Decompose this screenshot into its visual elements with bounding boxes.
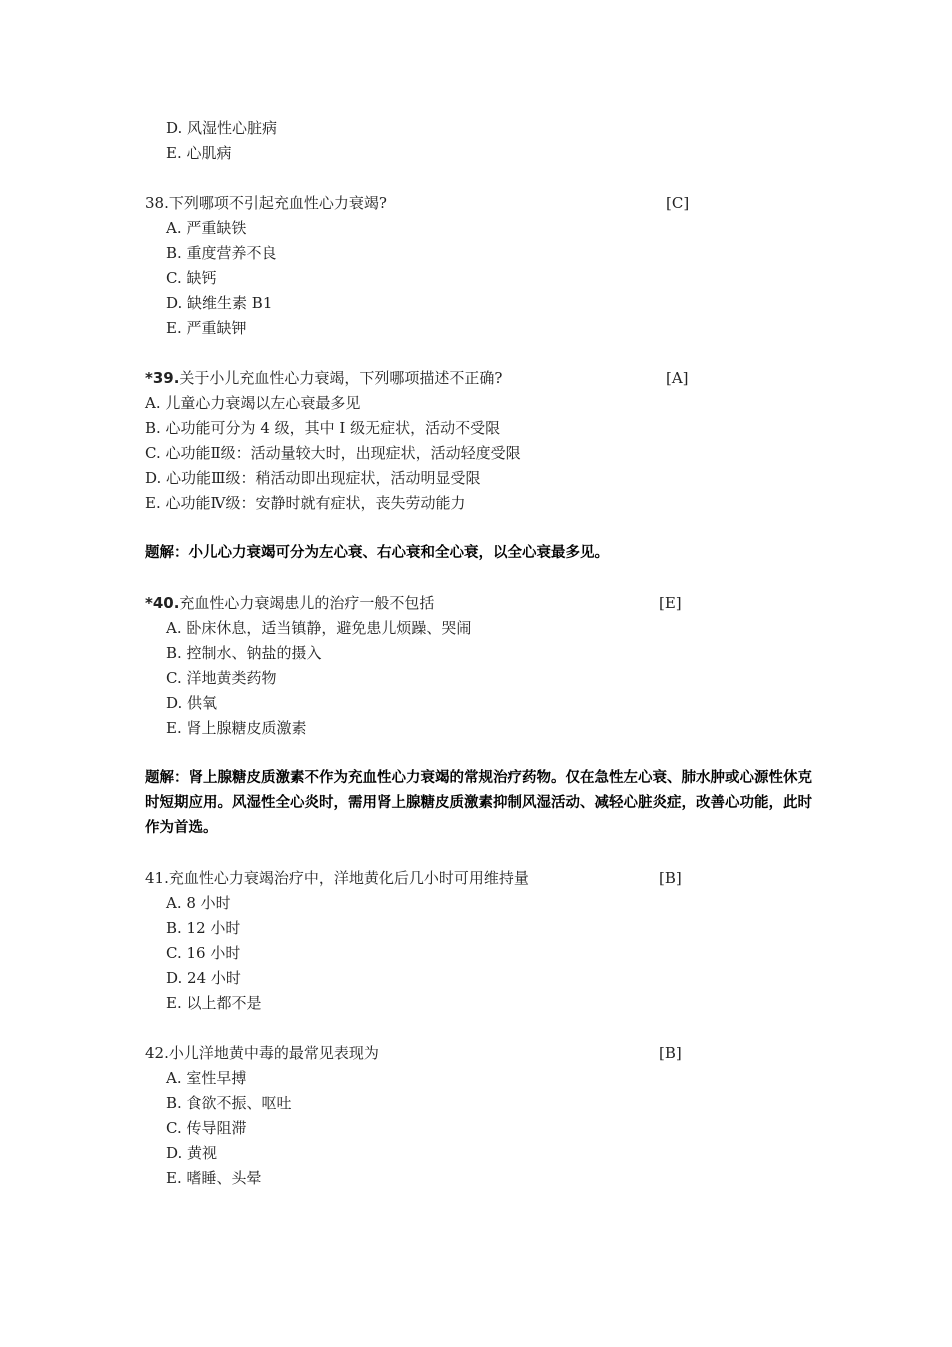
question-42-stem: 42.小儿洋地黄中毒的最常见表现为 (145, 1044, 379, 1062)
question-40-number: *40. (145, 594, 180, 612)
question-39-text: 关于小儿充血性心力衰竭，下列哪项描述不正确? (179, 369, 503, 387)
question-39-number: *39. (145, 369, 180, 387)
question-38-answer: [C] (666, 194, 690, 212)
option-d: D. 风湿性心脏病 (166, 119, 278, 137)
option-e: E. 心肌病 (166, 144, 232, 162)
question-40-stem (145, 593, 835, 613)
option-e: E. 嗜睡、头晕 (166, 1169, 262, 1187)
question-38-stem: 38.下列哪项不引起充血性心力衰竭? (145, 194, 387, 212)
option-d: D. 心功能Ⅲ级：稍活动即出现症状，活动明显受限 (145, 469, 481, 487)
option-a: A. 8 小时 (166, 894, 231, 912)
option-b: B. 控制水、钠盐的摄入 (166, 644, 322, 662)
question-41-stem: 41.充血性心力衰竭治疗中，洋地黄化后几小时可用维持量 (145, 869, 529, 887)
option-a: A. 卧床休息，适当镇静，避免患儿烦躁、哭闹 (166, 619, 472, 637)
option-d: D. 黄视 (166, 1144, 218, 1162)
option-b: B. 12 小时 (166, 919, 241, 937)
question-39-answer: [A] (666, 369, 689, 387)
option-b: B. 心功能可分为 4 级，其中 I 级无症状，活动不受限 (145, 419, 501, 437)
option-d: D. 缺维生素 B1 (166, 294, 273, 312)
option-d: D. 供氧 (166, 694, 218, 712)
option-a: A. 儿童心力衰竭以左心衰最多见 (145, 394, 361, 412)
option-c: C. 洋地黄类药物 (166, 669, 277, 687)
question-40-explanation: 题解：肾上腺糖皮质激素不作为充血性心力衰竭的常规治疗药物。仅在急性左心衰、肺水肿或心源性休克时短期应用。风湿性全心炎时，需用肾上腺糖皮质激素抑制风湿活动、减轻心脏炎症，改善心功能，此时作为首选。 (145, 770, 812, 836)
question-41-answer: [B] (659, 869, 682, 887)
option-e: E. 心功能Ⅳ级：安静时就有症状，丧失劳动能力 (145, 494, 466, 512)
option-b: B. 重度营养不良 (166, 244, 277, 262)
option-c: C. 心功能Ⅱ级：活动量较大时，出现症状，活动轻度受限 (145, 444, 521, 462)
option-c: C. 16 小时 (166, 944, 241, 962)
option-a: A. 严重缺铁 (166, 219, 247, 237)
question-39-stem (145, 368, 835, 388)
question-39-explanation: 题解：小儿心力衰竭可分为左心衰、右心衰和全心衰，以全心衰最多见。 (145, 545, 609, 561)
question-40-text: 充血性心力衰竭患儿的治疗一般不包括 (179, 594, 435, 612)
option-a: A. 室性早搏 (166, 1069, 247, 1087)
option-b: B. 食欲不振、呕吐 (166, 1094, 292, 1112)
option-e: E. 以上都不是 (166, 994, 262, 1012)
option-e: E. 严重缺钾 (166, 319, 247, 337)
question-42-answer: [B] (659, 1044, 682, 1062)
option-c: C. 缺钙 (166, 269, 217, 287)
option-e: E. 肾上腺糖皮质激素 (166, 719, 307, 737)
option-c: C. 传导阻滞 (166, 1119, 247, 1137)
option-d: D. 24 小时 (166, 969, 241, 987)
question-40-answer: [E] (659, 594, 682, 612)
